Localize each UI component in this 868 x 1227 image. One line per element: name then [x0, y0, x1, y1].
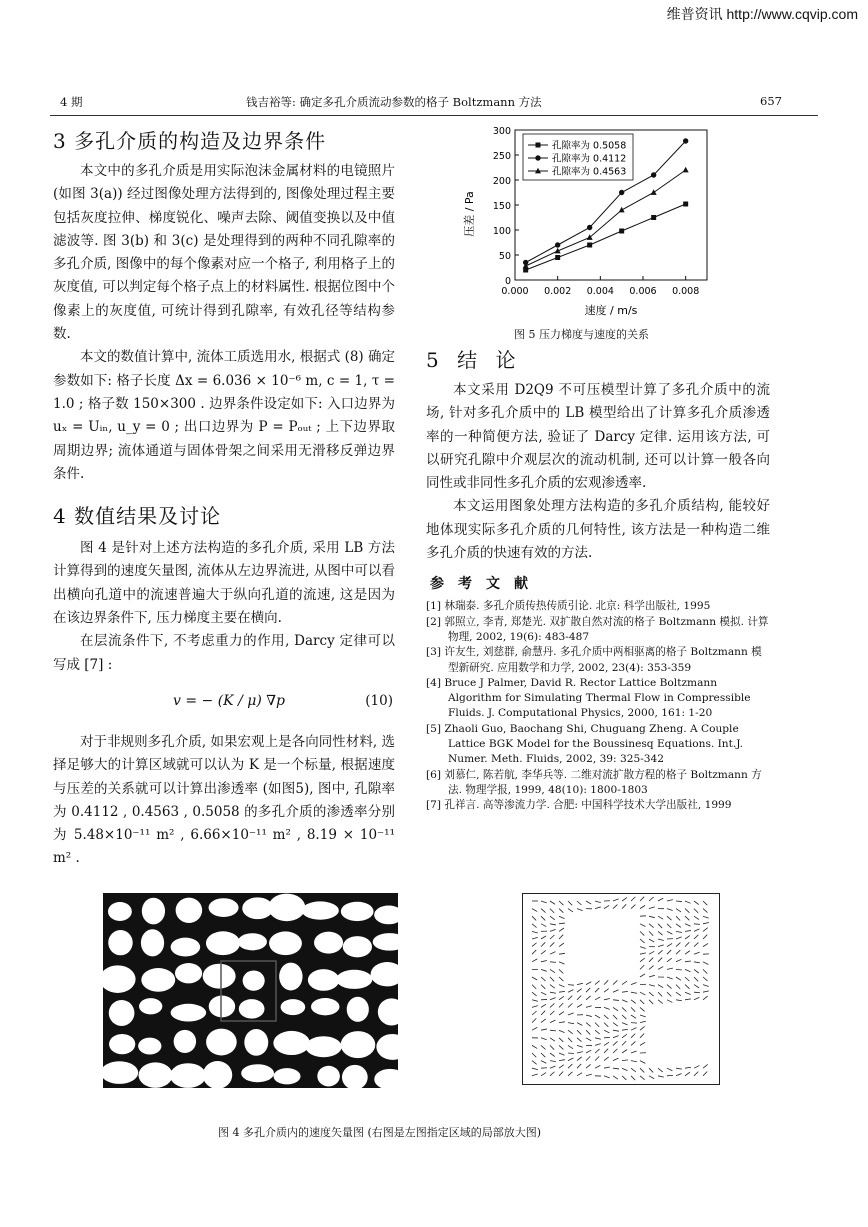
data-point	[619, 190, 624, 195]
velocity-vector	[667, 1075, 673, 1076]
running-title: 钱吉裕等: 确定多孔介质流动参数的格子 Boltzmann 方法	[246, 95, 542, 109]
data-point	[587, 243, 592, 248]
fig5-caption: 图 5 压力梯度与速度的关系	[514, 328, 649, 341]
pore-shape	[308, 969, 339, 991]
pore-shape	[347, 997, 369, 1022]
right-column	[426, 344, 770, 814]
legend-label: 孔隙率为 0.4563	[552, 166, 627, 178]
pore-shape	[142, 898, 165, 925]
y-tick-label: 150	[492, 201, 511, 212]
y-tick-label: 100	[492, 226, 511, 237]
pore-shape	[170, 1063, 206, 1088]
pore-shape	[273, 1068, 300, 1084]
data-point	[651, 215, 656, 220]
velocity-vector	[631, 1023, 637, 1024]
pore-shape	[209, 898, 239, 917]
pore-shape	[311, 998, 339, 1015]
page-number: 657	[760, 94, 782, 108]
data-point	[651, 189, 657, 195]
legend-label: 孔隙率为 0.4112	[552, 153, 627, 165]
section-4-para-2: 在层流条件下, 不考虑重力的作用, Darcy 定律可以写成 [7] :	[53, 633, 395, 673]
pore-shape	[139, 1062, 173, 1087]
velocity-vector	[568, 1053, 574, 1054]
issue-number: 4 期	[60, 95, 83, 109]
pore-shape	[176, 898, 203, 923]
section-4-para-1: 图 4 是针对上述方法构造的多孔介质, 采用 LB 方法计算得到的速度矢量图, 流体从左边界流进, 从图中可以看出横向孔道中的流速普遍大于纵向孔道的流速, 这是因为在该边界条件下, 压力梯度主要在横向.	[53, 540, 395, 627]
equation-number: (10)	[365, 692, 393, 709]
pore-shape	[239, 999, 265, 1019]
header-rule	[50, 115, 818, 116]
data-point	[535, 155, 540, 160]
y-tick-label: 200	[492, 176, 511, 187]
pore-shape	[269, 931, 302, 955]
pore-shape	[108, 902, 132, 921]
pore-shape	[341, 902, 374, 921]
data-point	[651, 172, 656, 177]
reference-item: [1] 林瑞泰. 多孔介质传热传质引论. 北京: 科学出版社, 1995	[426, 600, 711, 613]
section-4-heading: 4 数值结果及讨论	[53, 504, 222, 529]
pore-shape	[238, 933, 267, 950]
pore-shape	[174, 1030, 196, 1053]
x-axis-label: 速度 / m/s	[584, 304, 638, 317]
left-column	[53, 125, 395, 871]
pore-shape	[281, 999, 306, 1015]
velocity-vector	[676, 901, 682, 902]
pore-shape	[138, 1038, 161, 1055]
data-point	[683, 138, 688, 143]
pore-shape	[244, 1029, 268, 1056]
section-5-para-2: 本文运用图象处理方法构造的多孔介质结构, 能较好地体现实际多孔介质的几何特性, 该方法是一种构造二维多孔介质的快速有效的方法.	[426, 498, 770, 562]
section-4-para-3: 对于非规则多孔介质, 如果宏观上是各向同性材料, 选择足够大的计算区域就可以认为 K 是一个标量, 根据速度与压差的关系就可以计算出渗透率 (如图5), 图中, 孔隙率为 0.4112 , 0.4563 , 0.5058 的多孔介质的渗透率分别为 5.48×10⁻¹¹ m² , 6.66×10⁻¹¹ m² , 8.19 × 10⁻¹¹ m² .	[53, 733, 395, 867]
section-3-para-2: 本文的数值计算中, 流体工质选用水, 根据式 (8) 确定参数如下: 格子长度 Δx = 6.036 × 10⁻⁶ m, c = 1, τ = 1.0 ; 格子数 150×300 . 边界条件设定如下: 入口边界为 uₓ = Uᵢₙ, u_y = 0 ; 出口边界为 P = Pₒᵤₜ ; 上下边界取周期边界; 流体通道与固体骨架之间采用无滑移反弹边界条件.	[53, 349, 395, 482]
pore-shape	[108, 930, 132, 955]
pore-shape	[203, 964, 236, 989]
fig5-chart	[455, 122, 725, 322]
pore-shape	[175, 963, 202, 983]
section-3-heading: 3 多孔介质的构造及边界条件	[53, 129, 327, 153]
pore-shape	[203, 1061, 232, 1088]
equation-10	[53, 677, 395, 731]
pore-shape	[341, 1031, 376, 1058]
fig4-porous-medium-image	[103, 893, 398, 1088]
fig4-caption: 图 4 多孔介质内的速度矢量图 (右图是左图指定区域的局部放大图)	[218, 1126, 542, 1139]
data-point	[619, 207, 625, 213]
pore-shape	[305, 1036, 341, 1057]
pore-shape	[139, 998, 162, 1014]
reference-item: [6] 刘慕仁, 陈若航, 李华兵等. 二维对流扩散方程的格子 Boltzmann 方法. 物理学报, 1999, 48(10): 1800-1803	[426, 768, 762, 796]
reference-item: [7] 孔祥言. 高等渗流力学. 合肥: 中国科学技术大学出版社, 1999	[426, 799, 732, 812]
velocity-vector	[694, 992, 700, 993]
pore-shape	[109, 1000, 135, 1026]
pore-shape	[317, 1066, 340, 1087]
x-tick-label: 0.008	[672, 286, 700, 297]
y-tick-label: 250	[492, 151, 511, 162]
fig4-velocity-vector-image	[522, 893, 720, 1085]
pore-shape	[209, 995, 235, 1017]
data-point	[536, 143, 541, 148]
reference-item: [3] 许友生, 刘慈群, 俞慧丹. 多孔介质中两相驱离的格子 Boltzmann 模型新研究. 应用数学和力学, 2002, 23(4): 353-359	[426, 646, 762, 674]
pore-shape	[171, 1004, 206, 1022]
data-point	[587, 225, 592, 230]
pore-shape	[141, 929, 164, 956]
legend-label: 孔隙率为 0.5058	[552, 140, 627, 152]
pore-shape	[268, 894, 305, 922]
pore-shape	[273, 1031, 310, 1055]
section-5-para-1: 本文采用 D2Q9 不可压模型计算了多孔介质中的流场, 针对多孔介质中的 LB 模型给出了计算多孔介质渗透率的一种简便方法, 验证了 Darcy 定律. 运用该方法, 可以研究孔隙中介观层次的流动机制, 还可以计算一般各向同性或非同性多孔介质的宏观渗透率.	[426, 382, 770, 492]
pore-shape	[279, 963, 302, 991]
pore-shape	[314, 932, 343, 954]
equation-body: v = − (K / μ) ∇p	[173, 692, 286, 709]
reference-item: [4] Bruce J Palmer, David R. Rector Lattice Boltzmann Algorithm for Simulating Thermal Flow in Compressible Fluids. J. Computational Physics, 2000, 161: 1-20	[426, 676, 751, 720]
pore-shape	[343, 936, 372, 957]
velocity-vector	[550, 962, 556, 963]
data-point	[619, 229, 624, 234]
x-tick-label: 0.002	[544, 286, 572, 297]
pore-shape	[336, 970, 372, 989]
reference-item: [2] 郭照立, 李青, 郑楚光. 双扩散自然对流的格子 Boltzmann 模拟. 计算物理, 2002, 19(6): 483-487	[426, 615, 769, 643]
x-tick-label: 0.004	[586, 286, 614, 297]
watermark: 维普资讯 http://www.cqvip.com	[666, 6, 858, 22]
data-point	[555, 255, 560, 260]
pore-shape	[241, 1064, 274, 1082]
reference-item: [5] Zhaoli Guo, Baochang Shi, Chuguang Zheng. A Couple Lattice BGK Model for the Boussinesq Equations. Int.J. Numer. Meth. Fluids, 2002, 39: 325-342	[426, 722, 744, 766]
x-tick-label: 0.006	[629, 286, 657, 297]
series-line	[526, 170, 686, 266]
y-tick-label: 50	[498, 251, 511, 262]
pore-shape	[302, 901, 339, 919]
y-tick-label: 300	[492, 126, 511, 137]
data-point	[683, 202, 688, 207]
section-3-para-1: 本文中的多孔介质是用实际泡沫金属材料的电镜照片 (如图 3(a)) 经过图像处理方法得到的, 图像处理过程主要包括灰度拉伸、梯度锐化、噪声去除、阈值变换以及中值滤波等. 图 3(b) 和 3(c) 是处理得到的两种不同孔隙率的多孔介质, 图像中的每个像素对应一个格子, 利用格子上的灰度值, 可以判定每个格子点上的材料属性. 根据位图中个像素上的灰度值, 可统计得到孔隙率, 有效孔径等结构参数.	[53, 163, 395, 343]
data-point	[683, 167, 689, 173]
pore-shape	[141, 968, 175, 992]
pore-shape	[171, 938, 201, 957]
pore-shape	[109, 1034, 135, 1054]
pore-shape	[206, 1029, 237, 1056]
references-heading: 参考文献	[430, 576, 542, 593]
data-point	[555, 242, 560, 247]
x-tick-label: 0.000	[501, 286, 529, 297]
y-tick-label: 0	[504, 276, 511, 287]
pore-shape	[243, 970, 265, 990]
pore-shape	[206, 931, 240, 955]
series-line	[526, 204, 686, 270]
reference-list	[426, 599, 770, 813]
section-5-heading: 5 结 论	[426, 348, 522, 372]
y-axis-label: 压差 / Pa	[463, 191, 476, 237]
